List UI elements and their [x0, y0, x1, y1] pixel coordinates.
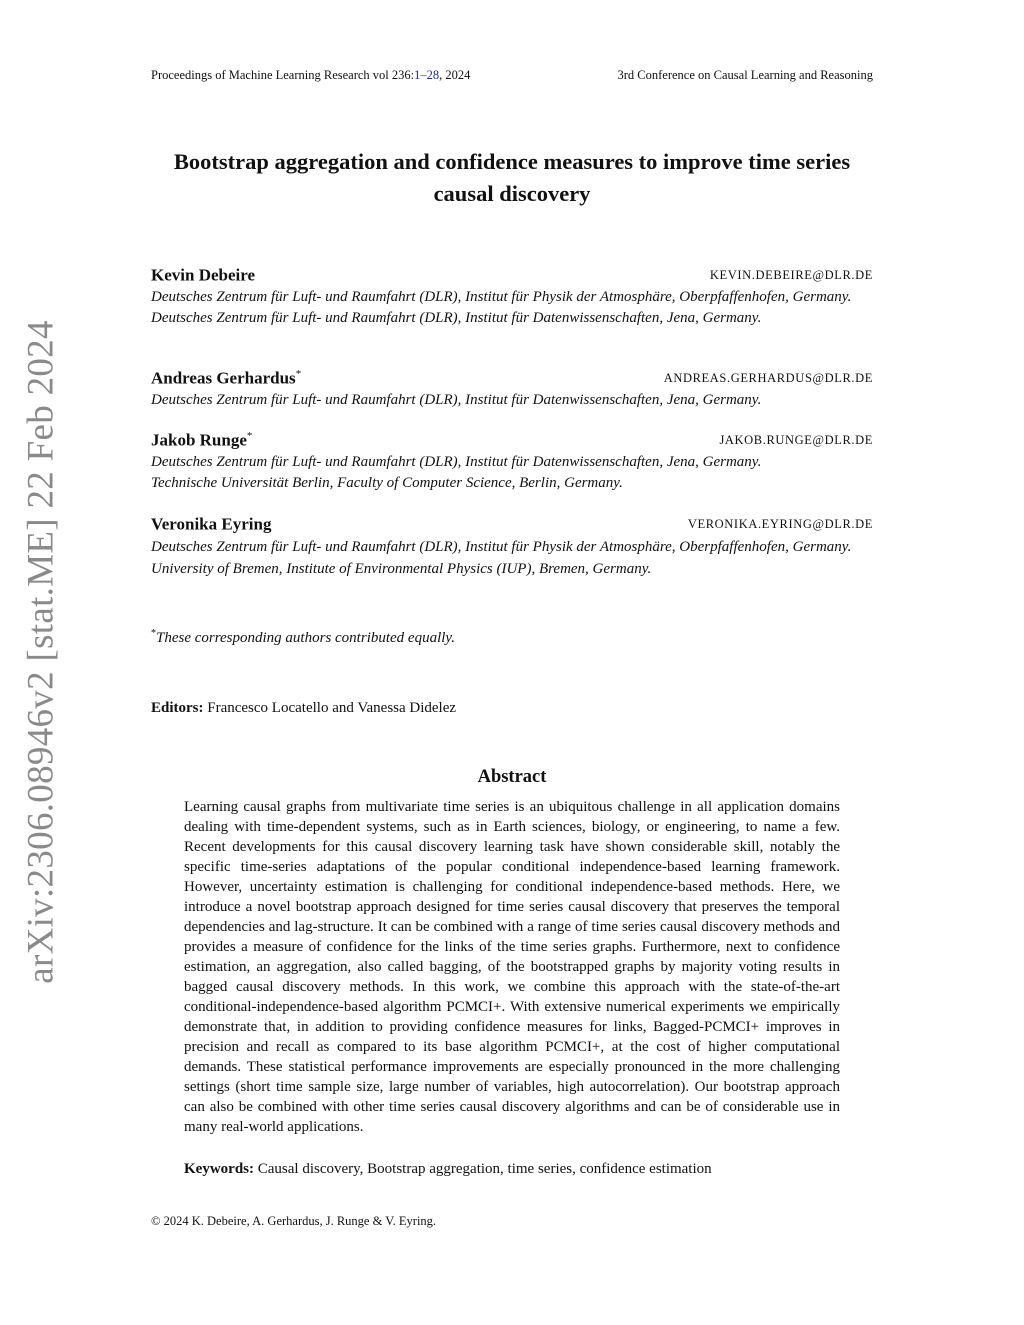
author-block — [151, 514, 873, 580]
author-affiliation: Deutsches Zentrum für Luft- und Raumfahrt (DLR), Institut für Datenwissenschaften, Jena, Germany. — [151, 392, 762, 408]
abstract-heading: Abstract — [477, 767, 547, 787]
author-email[interactable]: JAKOB.RUNGE@DLR.DE — [719, 433, 873, 447]
author-email[interactable]: KEVIN.DEBEIRE@DLR.DE — [709, 268, 873, 282]
arxiv-identifier-stamp: arXiv:2306.08946v2 [stat.ME] 22 Feb 2024 — [20, 320, 62, 984]
running-header-right: 3rd Conference on Causal Learning and Reasoning — [617, 68, 873, 82]
editors-label: Editors: — [151, 700, 204, 716]
author-affiliation: Technische Universität Berlin, Faculty of Computer Science, Berlin, Germany. — [151, 475, 623, 491]
abstract-body: Learning causal graphs from multivariate time series is an ubiquitous challenge in all application domains dealing with time-dependent systems, such as in Earth sciences, biology, or engineering, to name a few. Recent developments for this causal discovery learning task have shown considerable skill, notably the specific time-series adaptations of the popular conditional independence-based learning framework. However, uncertainty estimation is challenging for conditional independence-based methods. Here, we introduce a novel bootstrap approach designed for time series causal discovery that preserves the temporal dependencies and lag-structure. It can be combined with a range of time series causal discovery methods and provides a measure of confidence for the links of the time series graphs. Furthermore, next to confidence estimation, an aggregation, also called bagging, of the bootstrapped graphs by majority voting results in bagged causal discovery methods. In this work, we combine this approach with the state-of-the-art conditional-independence-based algorithm PCMCI+. With extensive numerical experiments we empirically demonstrate that, in addition to providing confidence measures for links, Bagged-PCMCI+ improves in precision and recall as compared to its base algorithm PCMCI+, at the cost of higher computational demands. These statistical performance improvements are especially pronounced in the more challenging settings (short time sample size, large number of variables, high autocorrelation). Our bootstrap approach can also be combined with other time series causal discovery algorithms and can be of considerable use in many real-world applications. — [184, 799, 840, 1135]
author-name: Jakob Runge* — [151, 430, 253, 450]
author-affiliation: Deutsches Zentrum für Luft- und Raumfahrt (DLR), Institut für Datenwissenschaften, Jena, Germany. — [151, 454, 762, 470]
keywords-text: Causal discovery, Bootstrap aggregation, time series, confidence estimation — [257, 1161, 712, 1177]
paper-title: Bootstrap aggregation and confidence measures to improve time series causal discovery — [173, 149, 851, 206]
author-affiliation: Deutsches Zentrum für Luft- und Raumfahrt (DLR), Institut für Datenwissenschaften, Jena, Germany. — [151, 310, 762, 326]
author-name: Veronika Eyring — [151, 514, 272, 534]
author-email[interactable]: VERONIKA.EYRING@DLR.DE — [687, 517, 873, 531]
author-block — [151, 368, 873, 411]
header-year: , 2024 — [439, 68, 471, 82]
running-header-left — [151, 68, 470, 83]
keywords-line — [184, 1161, 840, 1178]
author-affiliation: Deutsches Zentrum für Luft- und Raumfahrt (DLR), Institut für Physik der Atmosphäre, Oberpfaffenhofen, Germany. — [151, 289, 852, 305]
copyright-notice: © 2024 K. Debeire, A. Gerhardus, J. Runge & V. Eyring. — [151, 1214, 437, 1228]
author-block — [151, 265, 873, 329]
keywords-label: Keywords: — [184, 1161, 254, 1177]
editors-names: Francesco Locatello and Vanessa Didelez — [207, 700, 457, 716]
header-page-range-link[interactable]: 1–28 — [414, 68, 440, 82]
author-email[interactable]: ANDREAS.GERHARDUS@DLR.DE — [663, 371, 873, 385]
corresponding-authors-note: *These corresponding authors contributed equally. — [151, 628, 456, 646]
author-name: Andreas Gerhardus* — [151, 368, 302, 388]
author-name: Kevin Debeire — [151, 265, 256, 285]
author-affiliation: University of Bremen, Institute of Environmental Physics (IUP), Bremen, Germany. — [151, 561, 652, 577]
header-proceedings: Proceedings of Machine Learning Research vol 236: — [151, 68, 415, 82]
author-affiliation: Deutsches Zentrum für Luft- und Raumfahrt (DLR), Institut für Physik der Atmosphäre, Oberpfaffenhofen, Germany. — [151, 539, 852, 555]
editors-line — [151, 700, 456, 717]
author-block — [151, 430, 873, 494]
